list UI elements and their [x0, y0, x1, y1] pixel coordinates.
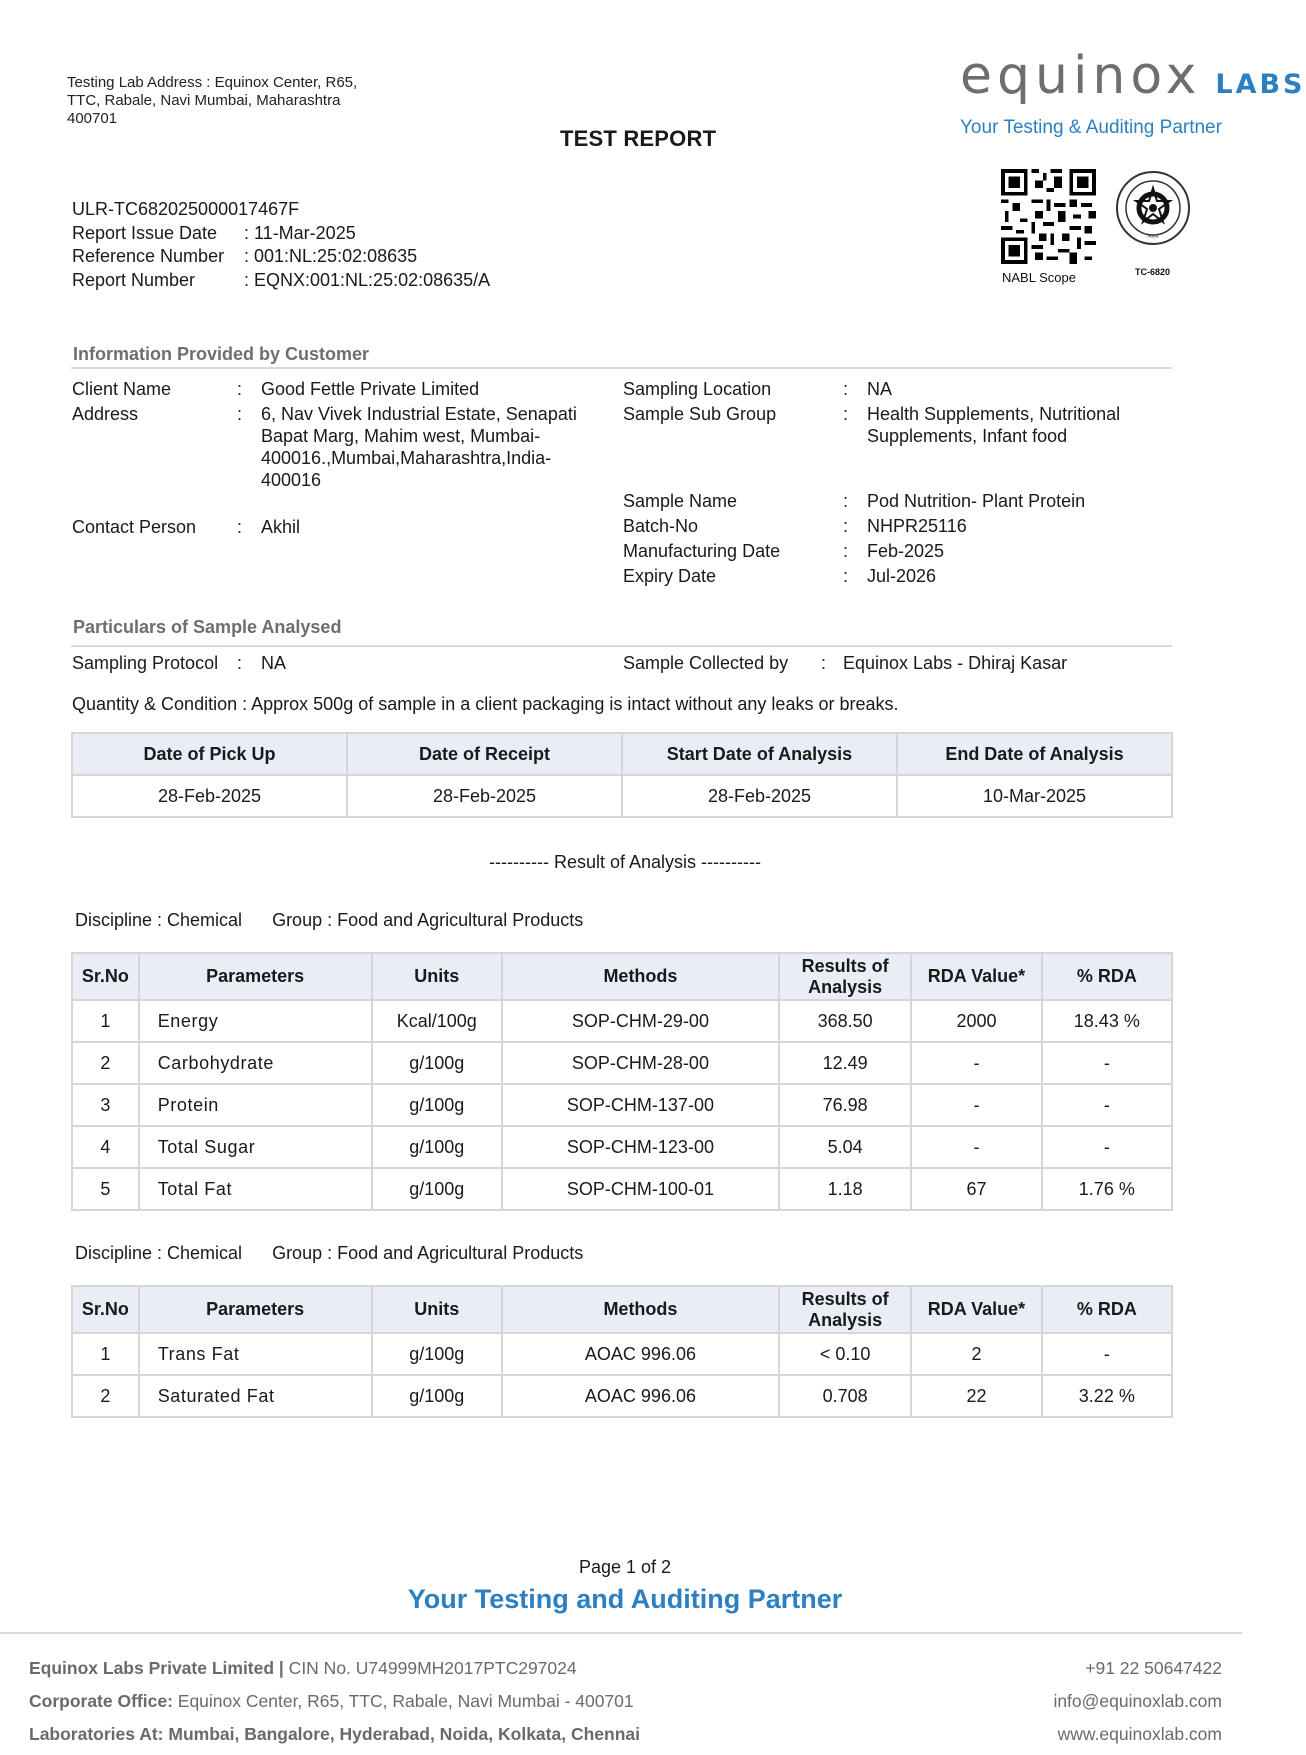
table-cell: 2000 [911, 1000, 1041, 1042]
table-cell: 28-Feb-2025 [622, 775, 897, 817]
report-row [72, 269, 490, 293]
report-info [72, 198, 490, 292]
cin-number: CIN No. U74999MH2017PTC297024 [283, 1658, 577, 1678]
table-row [72, 1084, 1172, 1126]
table-header-row [72, 1286, 1172, 1333]
mfg-date-value: Feb-2025 [867, 541, 945, 561]
table-cell: 2 [72, 1042, 139, 1084]
address-line: 6, Nav Vivek Industrial Estate, Senapati [261, 404, 577, 424]
column-header: Units [372, 953, 502, 1000]
field-colon: : [843, 566, 849, 586]
column-header: Sr.No [72, 1286, 139, 1333]
field-label: Expiry Date [623, 566, 717, 586]
equinox-labs-logo [960, 46, 1306, 139]
address-line: 400016 [261, 470, 322, 490]
table-cell: - [1042, 1126, 1172, 1168]
table-cell: g/100g [372, 1084, 502, 1126]
footer-company-info [29, 1652, 640, 1751]
expiry-date-row [623, 565, 1167, 587]
page-title: TEST REPORT [560, 126, 717, 151]
lab-address-line: Testing Lab Address : Equinox Center, R65, [67, 74, 358, 91]
quantity-condition-value: Approx 500g of sample in a client packaging is intact without any leaks or breaks. [251, 694, 899, 714]
address-row [72, 403, 591, 491]
sampling-protocol-value: NA [261, 653, 287, 673]
ulr-number: ULR-TC682025000017467F [72, 199, 300, 219]
table-cell: - [1042, 1333, 1172, 1375]
sample-collected-row [623, 653, 1067, 674]
table-cell: 28-Feb-2025 [347, 775, 622, 817]
report-row-value: : 001:NL:25:02:08635 [244, 246, 418, 266]
sub-group-line: Supplements, Infant food [867, 426, 1068, 446]
table-cell: g/100g [372, 1375, 502, 1417]
group-label: Group : Food and Agricultural Products [272, 1243, 584, 1263]
sample-sub-group-value [867, 403, 1167, 447]
table-header-row [72, 733, 1172, 775]
field-colon: : [843, 491, 849, 511]
mfg-date-row [623, 540, 1167, 562]
table-cell: Total Fat [139, 1168, 372, 1210]
field-label: Sample Collected by [623, 653, 789, 673]
table-cell: - [911, 1042, 1041, 1084]
logo-tagline: Your Testing & Auditing Partner [960, 117, 1222, 138]
field-label: Sampling Protocol [72, 653, 219, 673]
result-heading: ---------- Result of Analysis ---------- [489, 852, 761, 872]
field-label: Address [72, 404, 139, 424]
table-cell: 1.76 % [1042, 1168, 1172, 1210]
sub-group-line: Health Supplements, Nutritional [867, 404, 1121, 424]
field-label: Quantity & Condition : [72, 694, 248, 714]
client-name-value: Good Fettle Private Limited [261, 379, 480, 399]
table-cell: - [911, 1126, 1041, 1168]
laboratories-line [29, 1718, 640, 1751]
table-cell: 3 [72, 1084, 139, 1126]
laboratories-list: Laboratories At: Mumbai, Bangalore, Hyderabad, Noida, Kolkata, Chennai [29, 1724, 640, 1744]
field-colon: : [237, 404, 243, 424]
table-cell: 5 [72, 1168, 139, 1210]
address-line: 400016.,Mumbai,Maharashtra,India- [261, 448, 552, 468]
table-cell: SOP-CHM-29-00 [502, 1000, 779, 1042]
quantity-condition-row [72, 694, 898, 715]
table-cell: 3.22 % [1042, 1375, 1172, 1417]
logo-word: equinox [960, 46, 1202, 106]
table-row [72, 1126, 1172, 1168]
table-row [72, 1042, 1172, 1084]
address-line: Bapat Marg, Mahim west, Mumbai- [261, 426, 541, 446]
table-cell: 18.43 % [1042, 1000, 1172, 1042]
table-cell: 5.04 [779, 1126, 911, 1168]
qr-code-icon [1001, 169, 1096, 264]
table-cell: - [1042, 1084, 1172, 1126]
table-cell: AOAC 996.06 [502, 1375, 779, 1417]
field-colon: : [821, 653, 827, 673]
sample-collected-value: Equinox Labs - Dhiraj Kasar [843, 653, 1068, 673]
field-label: Batch-No [623, 516, 699, 536]
table-cell: Saturated Fat [139, 1375, 372, 1417]
column-header: % RDA [1042, 1286, 1172, 1333]
report-row-label: Report Issue Date [72, 222, 218, 243]
table-cell: Carbohydrate [139, 1042, 372, 1084]
discipline-label: Discipline : Chemical [75, 1243, 243, 1263]
footer-contact [1053, 1652, 1222, 1751]
field-colon: : [237, 379, 243, 399]
company-name: Equinox Labs Private Limited | [29, 1658, 284, 1678]
table-row [72, 1000, 1172, 1042]
column-header: Start Date of Analysis [622, 733, 897, 775]
column-header: % RDA [1042, 953, 1172, 1000]
field-label: Sample Sub Group [623, 404, 777, 424]
discipline-line [75, 1243, 583, 1264]
lab-address [67, 74, 397, 128]
table-row [72, 1375, 1172, 1417]
table-cell: SOP-CHM-123-00 [502, 1126, 779, 1168]
lab-address-line: TTC, Rabale, Navi Mumbai, Maharashtra [67, 92, 341, 109]
table-cell: SOP-CHM-28-00 [502, 1042, 779, 1084]
table-cell: 10-Mar-2025 [897, 775, 1172, 817]
batch-row [623, 515, 1167, 537]
field-label: Client Name [72, 379, 172, 399]
nabl-seal-icon [1115, 170, 1191, 266]
footer-divider [0, 1632, 1242, 1634]
column-header: Results of Analysis [779, 1286, 911, 1333]
section-divider [71, 645, 1172, 647]
expiry-date-value: Jul-2026 [867, 566, 937, 586]
field-label: Sample Name [623, 491, 738, 511]
contact-value: Akhil [261, 517, 301, 537]
table-cell: 1 [72, 1333, 139, 1375]
table-cell: 2 [72, 1375, 139, 1417]
sampling-location-row [623, 378, 1167, 400]
contact-row [72, 516, 591, 538]
customer-right-column [623, 378, 1167, 590]
field-label: Manufacturing Date [623, 541, 781, 561]
partner-tagline: Your Testing and Auditing Partner [407, 1584, 843, 1614]
table-cell: Energy [139, 1000, 372, 1042]
column-header: Date of Receipt [347, 733, 622, 775]
results-table [71, 1285, 1173, 1418]
phone-number: +91 22 50647422 [1085, 1658, 1222, 1678]
table-cell: Protein [139, 1084, 372, 1126]
customer-section-title: Information Provided by Customer [73, 344, 370, 364]
tc-code: TC-6820 [1135, 267, 1171, 277]
group-label: Group : Food and Agricultural Products [272, 910, 584, 930]
batch-value: NHPR25116 [867, 516, 967, 536]
customer-left-column [72, 378, 591, 541]
field-label: Sampling Location [623, 379, 772, 399]
corporate-office-address: Equinox Center, R65, TTC, Rabale, Navi Mumbai - 400701 [172, 1691, 634, 1711]
table-cell: - [1042, 1042, 1172, 1084]
client-name-row [72, 378, 591, 400]
table-cell: 12.49 [779, 1042, 911, 1084]
report-row-label: Reference Number [72, 246, 225, 266]
table-row [72, 775, 1172, 817]
column-header: Date of Pick Up [72, 733, 347, 775]
column-header: RDA Value* [911, 953, 1041, 1000]
discipline-line [75, 910, 583, 931]
field-colon: : [843, 516, 849, 536]
table-cell: 368.50 [779, 1000, 911, 1042]
corporate-office-line [29, 1685, 640, 1718]
table-cell: g/100g [372, 1042, 502, 1084]
table-cell: Kcal/100g [372, 1000, 502, 1042]
table-cell: 1 [72, 1000, 139, 1042]
column-header: Parameters [139, 953, 372, 1000]
table-cell: - [911, 1084, 1041, 1126]
sample-name-value: Pod Nutrition- Plant Protein [867, 491, 1086, 511]
column-header: RDA Value* [911, 1286, 1041, 1333]
company-line [29, 1652, 640, 1685]
field-label: Contact Person [72, 517, 197, 537]
column-header: Results of Analysis [779, 953, 911, 1000]
address-value [261, 403, 591, 491]
table-cell: < 0.10 [779, 1333, 911, 1375]
column-header: Parameters [139, 1286, 372, 1333]
table-cell: Trans Fat [139, 1333, 372, 1375]
email-link[interactable]: info@equinoxlab.com [1053, 1691, 1222, 1711]
table-header-row [72, 953, 1172, 1000]
column-header: End Date of Analysis [897, 733, 1172, 775]
logo-labs: LABS [1215, 69, 1306, 100]
nabl-scope-label: NABL Scope [1002, 270, 1076, 285]
field-colon: : [843, 379, 849, 399]
table-cell: SOP-CHM-100-01 [502, 1168, 779, 1210]
lab-address-line: 400701 [67, 110, 118, 127]
column-header: Methods [502, 1286, 779, 1333]
sample-sub-group-row [623, 403, 1167, 447]
field-colon: : [237, 517, 243, 537]
table-cell: g/100g [372, 1168, 502, 1210]
results-table [71, 952, 1173, 1211]
page-number: Page 1 of 2 [578, 1557, 672, 1577]
sample-name-row [623, 490, 1167, 512]
table-cell: SOP-CHM-137-00 [502, 1084, 779, 1126]
table-cell: 28-Feb-2025 [72, 775, 347, 817]
column-header: Units [372, 1286, 502, 1333]
report-row [72, 245, 490, 269]
report-row-label: Report Number [72, 269, 196, 290]
table-cell: 22 [911, 1375, 1041, 1417]
table-cell: 1.18 [779, 1168, 911, 1210]
field-colon: : [843, 404, 849, 424]
svg-text:·भारत·: ·भारत· [1146, 234, 1160, 240]
section-divider [71, 367, 1172, 369]
column-header: Methods [502, 953, 779, 1000]
table-cell: 4 [72, 1126, 139, 1168]
table-cell: g/100g [372, 1126, 502, 1168]
report-row-value: : 11-Mar-2025 [244, 222, 356, 243]
discipline-label: Discipline : Chemical [75, 910, 243, 930]
table-cell: 76.98 [779, 1084, 911, 1126]
sampling-location-value: NA [867, 379, 893, 399]
table-cell: AOAC 996.06 [502, 1333, 779, 1375]
field-colon: : [843, 541, 849, 561]
table-cell: 0.708 [779, 1375, 911, 1417]
table-cell: 67 [911, 1168, 1041, 1210]
corporate-office-label: Corporate Office: [29, 1691, 173, 1711]
table-row [72, 1168, 1172, 1210]
report-row-value: : EQNX:001:NL:25:02:08635/A [244, 269, 491, 290]
table-row [72, 1333, 1172, 1375]
report-row [72, 222, 490, 246]
particulars-section-title: Particulars of Sample Analysed [73, 617, 342, 637]
column-header: Sr.No [72, 953, 139, 1000]
field-colon: : [237, 653, 243, 673]
table-cell: g/100g [372, 1333, 502, 1375]
table-cell: 2 [911, 1333, 1041, 1375]
dates-table [71, 732, 1173, 818]
table-cell: Total Sugar [139, 1126, 372, 1168]
website-link[interactable]: www.equinoxlab.com [1057, 1724, 1222, 1744]
sampling-protocol-row [72, 653, 286, 674]
